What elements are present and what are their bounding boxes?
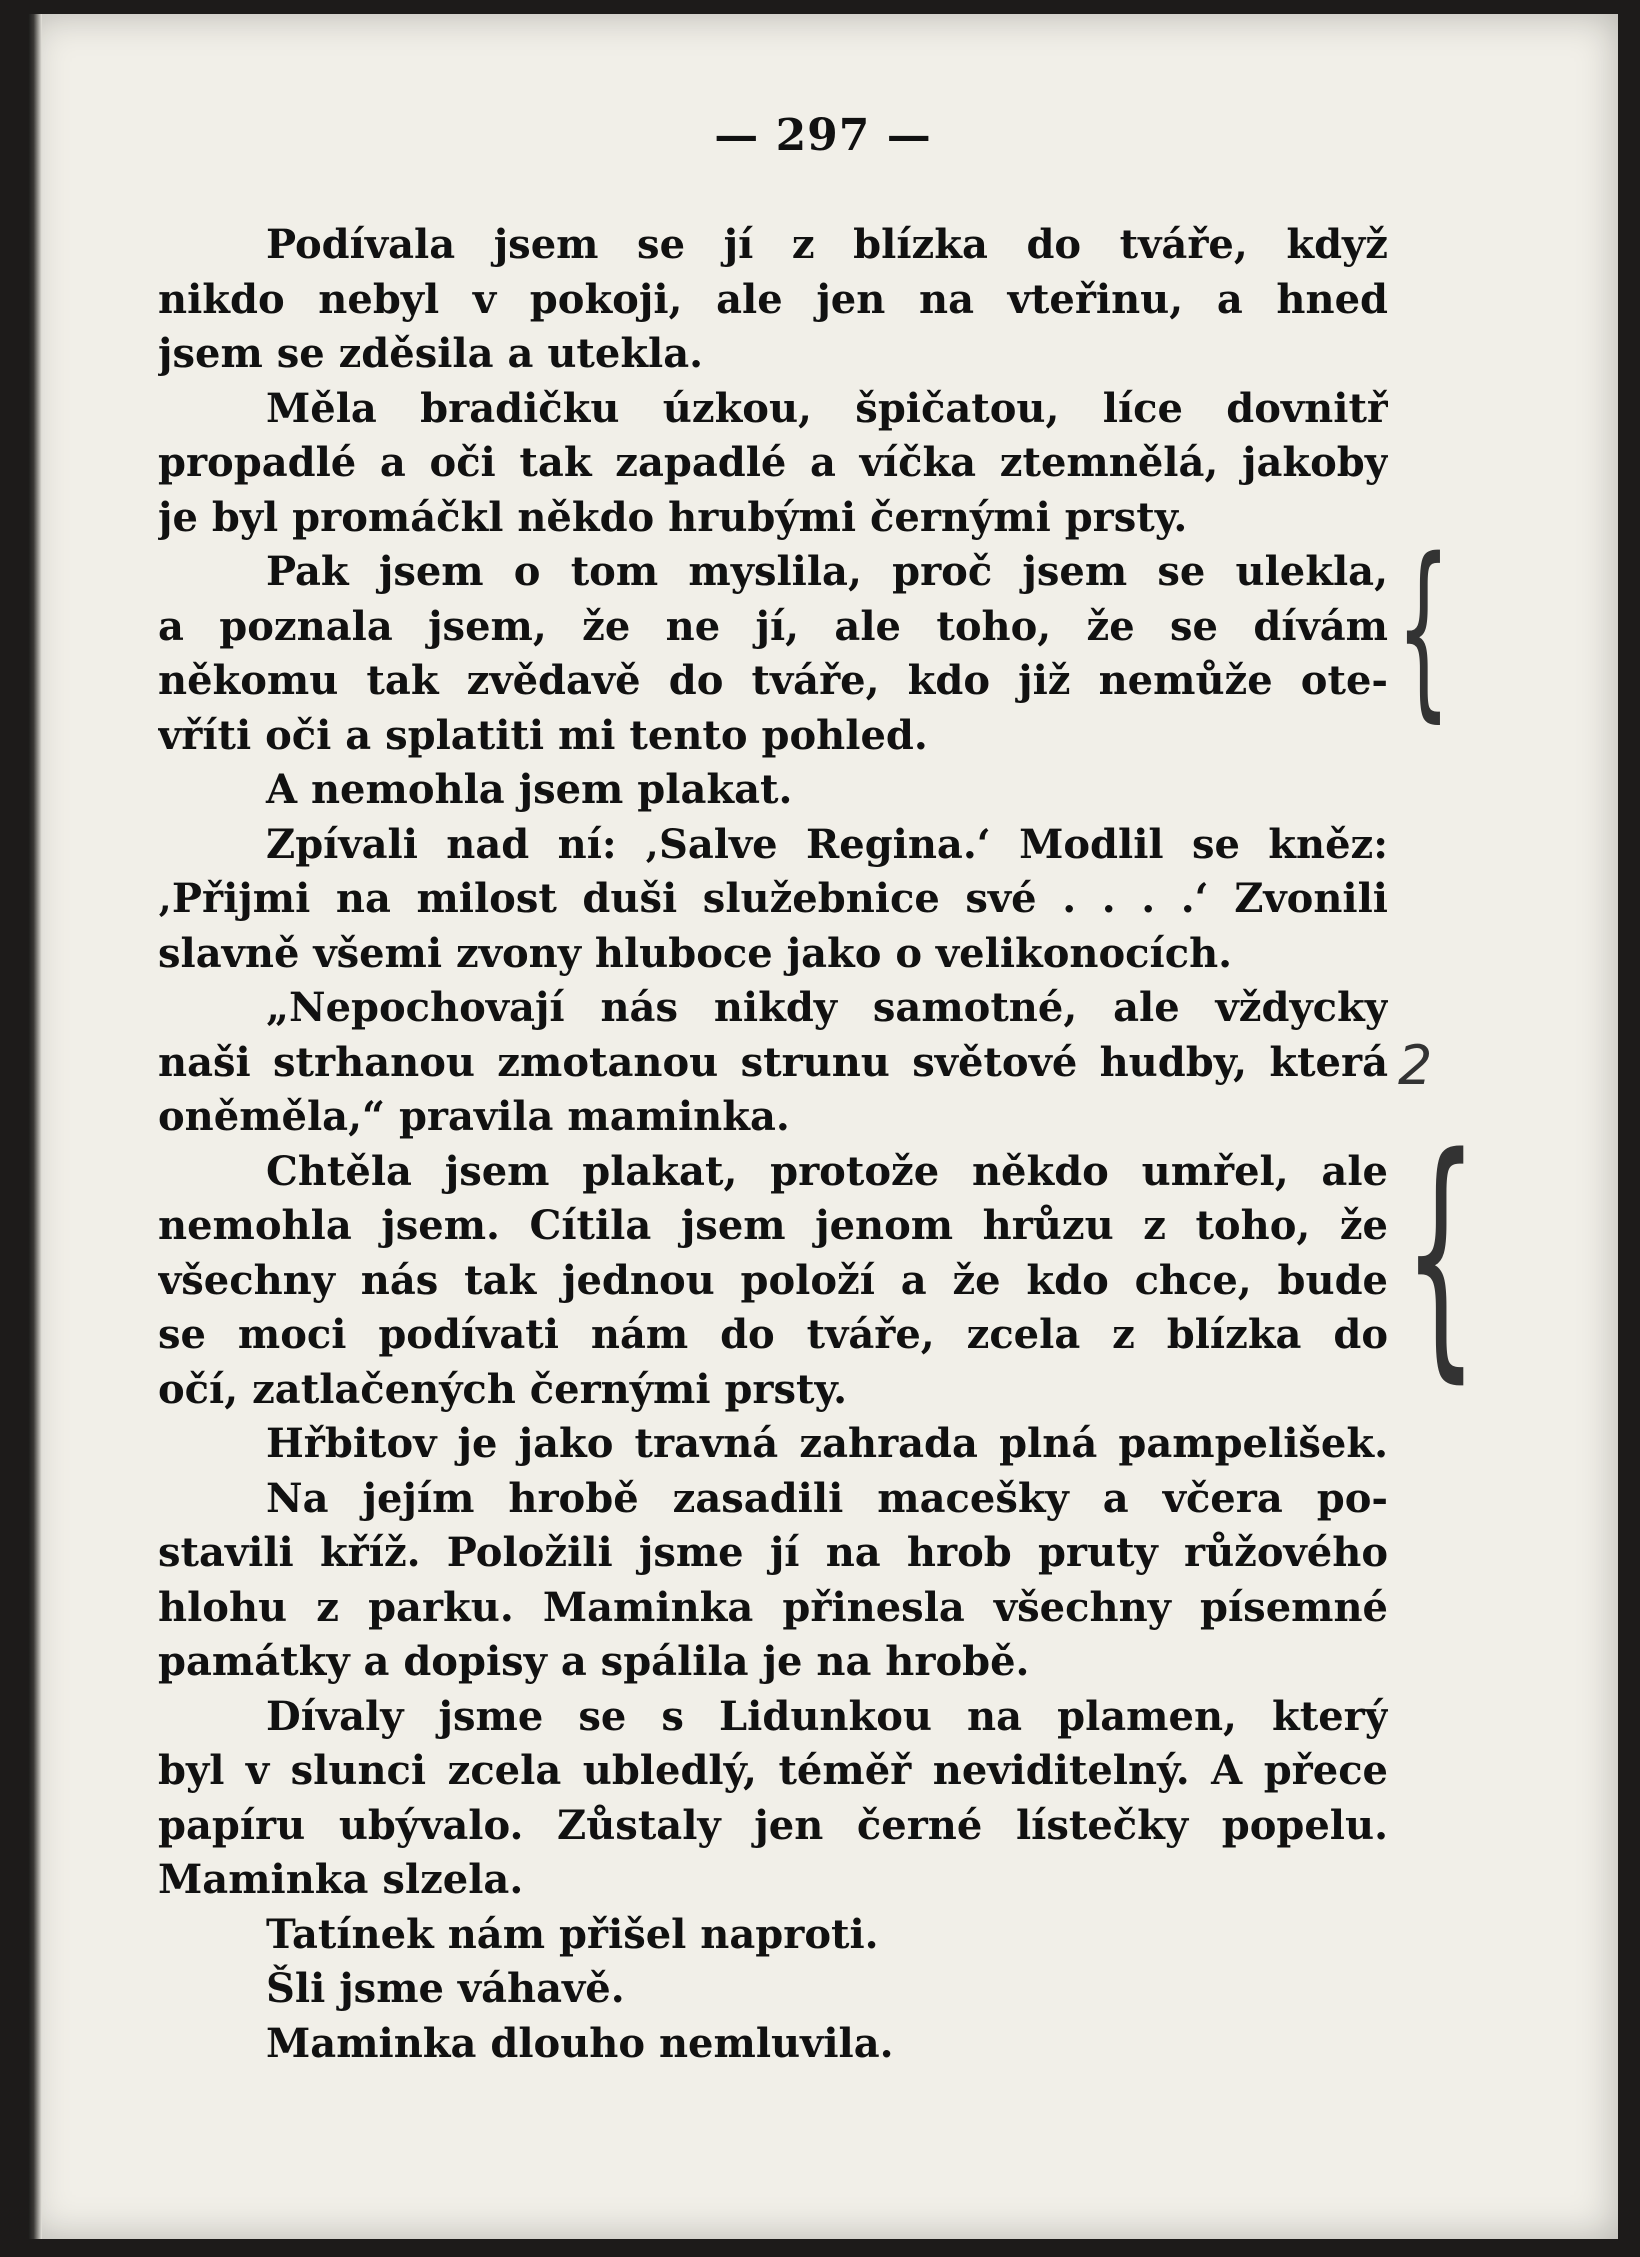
text-line: Pak jsem o tom myslila, proč jsem se ulekla,: [266, 548, 1388, 595]
page-gutter-shadow: [28, 14, 42, 2239]
text-line: Na jejím hrobě zasadili macešky a včera po-: [266, 1474, 1388, 1522]
text-line: Šli jsme váhavě.: [266, 1965, 625, 2012]
text-line: slavně všemi zvony hluboce jako o velikonocích.: [158, 929, 1233, 977]
text-line: Maminka dlouho nemluvila.: [266, 2019, 894, 2067]
text-line: Dívaly jsme se s Lidunkou na plamen, který: [266, 1692, 1388, 1740]
margin-bracket-mark-large: {: [1403, 1103, 1478, 1405]
text-line: očí, zatlačených černými prsty.: [158, 1365, 848, 1413]
text-line: byl v slunci zcela ubledlý, téměř neviditelný. A přece: [158, 1747, 1388, 1794]
text-line: Podívala jsem se jí z blízka do tváře, když: [266, 221, 1388, 268]
text-line: propadlé a oči tak zapadlé a víčka ztemnělá, jakoby: [158, 439, 1388, 486]
text-line: památky a dopisy a spálila je na hrobě.: [158, 1638, 1030, 1685]
text-line: všechny nás tak jednou položí a že kdo chce, bude: [158, 1256, 1388, 1304]
text-line: Chtěla jsem plakat, protože někdo umřel, ale: [266, 1147, 1388, 1195]
text-line: nemohla jsem. Cítila jsem jenom hrůzu z toho, že: [158, 1202, 1388, 1249]
book-page: [28, 14, 1618, 2239]
body-text: [158, 218, 1388, 2071]
text-line: A nemohla jsem plakat.: [266, 766, 793, 813]
text-line: někomu tak zvědavě do tváře, kdo již nemůže ote-: [158, 657, 1388, 704]
text-line: Tatínek nám přišel naproti.: [266, 1910, 879, 1958]
text-line: je byl promáčkl někdo hrubými černými prsty.: [158, 493, 1188, 541]
text-line: Maminka slzela.: [158, 1856, 524, 1903]
text-line: stavili kříž. Položili jsme jí na hrob pruty růžového: [158, 1529, 1388, 1576]
text-line: „Nepochovají nás nikdy samotné, ale vždycky: [266, 984, 1388, 1031]
margin-number-mark: 2: [1398, 1034, 1433, 1097]
text-line: a poznala jsem, že ne jí, ale toho, že se dívám: [158, 602, 1388, 650]
text-line: papíru ubývalo. Zůstaly jen černé lístečky popelu.: [158, 1801, 1388, 1849]
text-line: Hřbitov je jako travná zahrada plná pampelišek.: [266, 1420, 1388, 1467]
margin-bracket-mark: {: [1396, 518, 1451, 739]
text-line: ‚Přijmi na milost duši služebnice své . . . .‘ Zvonili: [158, 875, 1388, 922]
text-line: se moci podívati nám do tváře, zcela z blízka do: [158, 1311, 1388, 1358]
text-line: hlohu z parku. Maminka přinesla všechny písemné: [158, 1583, 1388, 1631]
text-line: jsem se zděsila a utekla.: [158, 330, 704, 377]
page-number: — 297 —: [714, 110, 932, 161]
text-line: Zpívali nad ní: ‚Salve Regina.‘ Modlil se kněz:: [266, 820, 1388, 868]
text-line: nikdo nebyl v pokoji, ale jen na vteřinu, a hned: [158, 275, 1388, 323]
text-line: oněměla,“ pravila maminka.: [158, 1093, 790, 1140]
text-line: naši strhanou zmotanou strunu světové hudby, která: [158, 1038, 1388, 1086]
text-line: Měla bradičku úzkou, špičatou, líce dovnitř: [266, 384, 1388, 432]
text-line: vříti oči a splatiti mi tento pohled.: [158, 711, 928, 759]
